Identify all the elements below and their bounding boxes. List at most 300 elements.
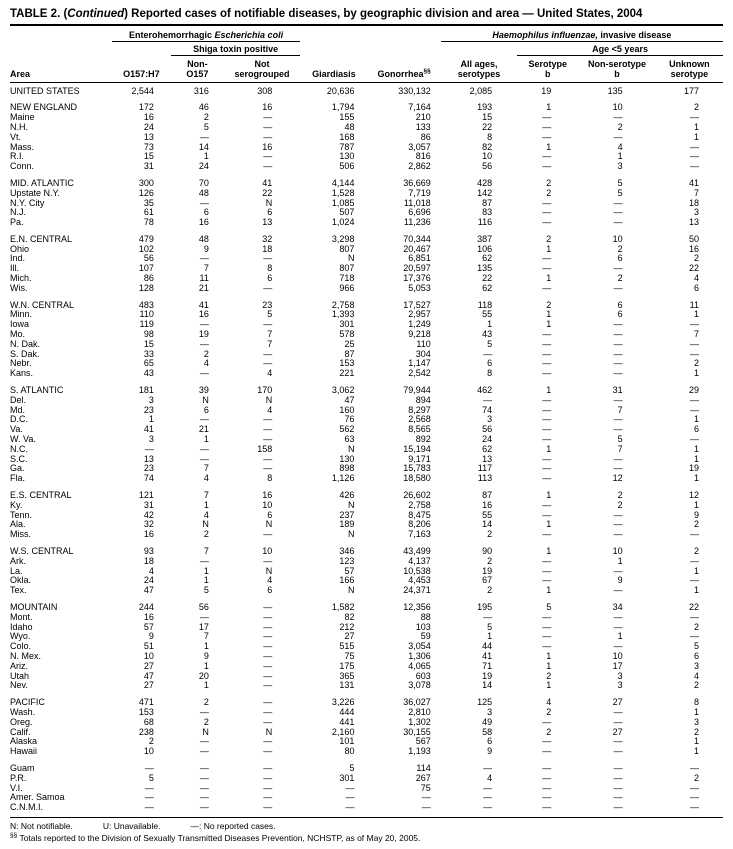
table-cell: N	[265, 566, 273, 576]
table-cell: 3	[617, 162, 623, 172]
table-cell: —	[613, 773, 623, 783]
table-cell: 13	[262, 218, 273, 228]
table-cell: 3	[487, 415, 493, 425]
table-cell: 4	[203, 474, 209, 484]
table-cell: 3,226	[331, 697, 355, 708]
table-cell: 346	[339, 546, 355, 556]
table-cell: 2,810	[408, 707, 431, 717]
table-cell: —	[345, 803, 355, 813]
row-area-label: Minn.	[10, 310, 33, 320]
table-cell: 107	[138, 264, 154, 274]
table-cell: 75	[344, 651, 355, 661]
table-row	[10, 294, 723, 311]
table-cell: 4	[267, 576, 273, 586]
table-cell: 7,719	[408, 188, 431, 198]
table-cell: 426	[339, 490, 355, 501]
table-cell: —	[421, 803, 431, 813]
table-cell: 6	[693, 283, 699, 293]
table-cell: —	[690, 632, 699, 642]
table-cell: 1	[693, 454, 699, 464]
table-cell: —	[542, 435, 552, 445]
ehec-prefix: Enterohemorrhagic	[129, 30, 215, 41]
table-cell: —	[263, 681, 273, 691]
table-cell: 387	[477, 233, 493, 244]
table-cell: 102	[138, 244, 154, 254]
table-cell: —	[263, 762, 273, 773]
table-cell: 61	[143, 208, 154, 218]
row-area-label: Okla.	[10, 576, 32, 586]
table-row	[10, 284, 723, 294]
table-cell: 36,027	[403, 697, 431, 708]
table-cell: 1	[487, 632, 493, 642]
table-cell: 93	[143, 546, 154, 556]
table-cell: 4,144	[331, 177, 355, 188]
column-header-all-ages-serotypes: All ages, serotypes	[441, 56, 517, 82]
table-cell: 3	[617, 671, 623, 681]
row-area-label: V.I.	[10, 783, 23, 793]
table-header	[10, 27, 723, 82]
table-row	[10, 379, 723, 396]
title-continued: Continued	[67, 8, 125, 20]
table-cell: —	[199, 339, 209, 349]
table-cell: —	[263, 793, 273, 803]
table-cell: —	[542, 454, 552, 464]
row-area-label: S. ATLANTIC	[10, 385, 64, 396]
row-area-label: Iowa	[10, 320, 30, 330]
table-cell: —	[613, 747, 623, 757]
table-cell: 1	[617, 632, 623, 642]
table-row	[10, 350, 723, 360]
table-cell: 6	[267, 510, 273, 520]
table-cell: —	[690, 762, 699, 773]
table-cell: 168	[339, 132, 355, 142]
table-cell: 47	[143, 671, 154, 681]
table-cell: —	[263, 803, 273, 813]
table-cell: —	[263, 707, 273, 717]
table-cell: 718	[339, 274, 355, 284]
table-cell: —	[613, 510, 623, 520]
row-area-label: Calif.	[10, 727, 31, 737]
table-cell: 267	[415, 773, 431, 783]
table-cell: 9	[203, 244, 209, 254]
table-cell: 578	[339, 330, 355, 340]
table-row	[10, 123, 723, 133]
table-cell: 221	[339, 369, 355, 379]
table-cell: 8	[693, 697, 699, 708]
table-cell: 1	[693, 444, 699, 454]
table-cell: 6	[693, 425, 699, 435]
table-row	[10, 484, 723, 501]
table-cell: 65	[143, 359, 154, 369]
table-cell: 483	[138, 299, 154, 310]
table-cell: 58	[482, 727, 493, 737]
table-cell: —	[199, 707, 209, 717]
table-cell: 4	[546, 697, 552, 708]
table-cell: 5,053	[408, 283, 431, 293]
table-cell: 2	[203, 349, 209, 359]
table-cell: 47	[143, 586, 154, 596]
table-cell: —	[613, 132, 623, 142]
table-cell: 133	[415, 122, 431, 132]
table-cell: —	[144, 803, 154, 813]
row-area-label: La.	[10, 566, 23, 576]
row-area-label: MID. ATLANTIC	[10, 177, 74, 188]
table-title	[10, 5, 723, 24]
table-cell: 2	[693, 102, 699, 113]
table-cell: 48	[198, 188, 209, 198]
table-cell: 7	[693, 188, 699, 198]
table-row	[10, 757, 723, 774]
row-area-label: W. Va.	[10, 435, 36, 445]
table-cell: 2	[203, 530, 209, 540]
row-area-label: UNITED STATES	[10, 85, 80, 96]
table-cell: 2	[693, 681, 699, 691]
table-cell: —	[542, 793, 552, 803]
table-cell: 3,057	[408, 142, 431, 152]
table-cell: 6	[267, 274, 273, 284]
table-cell: —	[613, 803, 623, 813]
table-row	[10, 425, 723, 435]
table-cell: 2,544	[131, 85, 154, 96]
table-cell: —	[613, 762, 623, 773]
table-row	[10, 245, 723, 255]
table-cell: 10	[612, 651, 623, 661]
table-cell: 125	[477, 697, 493, 708]
table-cell: 86	[420, 132, 431, 142]
table-cell: 80	[344, 747, 355, 757]
table-cell: —	[613, 717, 623, 727]
table-cell: 301	[339, 773, 355, 783]
table-cell: N	[265, 520, 273, 530]
table-cell: —	[263, 651, 273, 661]
table-cell: —	[345, 783, 355, 793]
table-row	[10, 445, 723, 455]
table-cell: —	[542, 415, 552, 425]
table-cell: 24	[198, 162, 209, 172]
table-cell: —	[199, 132, 209, 142]
table-cell: 2	[546, 707, 552, 717]
table-cell: 175	[339, 661, 355, 671]
table-cell: 21	[198, 283, 209, 293]
table-cell: 3	[693, 208, 699, 218]
table-cell: 2	[693, 727, 699, 737]
table-cell: —	[542, 622, 552, 632]
table-cell: 177	[683, 85, 699, 96]
table-cell: 126	[138, 188, 154, 198]
table-cell: N	[202, 520, 209, 530]
table-cell: 158	[257, 444, 273, 454]
table-cell: 9,218	[408, 330, 431, 340]
table-cell: 1	[546, 444, 552, 454]
row-area-label: Ind.	[10, 254, 26, 264]
table-cell: 2	[487, 586, 493, 596]
table-cell: —	[542, 395, 552, 405]
table-cell: —	[542, 339, 552, 349]
table-cell: 170	[257, 385, 273, 396]
table-cell: 2	[487, 556, 493, 566]
table-cell: 116	[477, 218, 493, 228]
group-header-ehec	[112, 27, 300, 42]
table-cell: 2,758	[408, 500, 431, 510]
subgroup-header-age-under-5: Age <5 years	[517, 42, 723, 56]
table-cell: —	[263, 415, 273, 425]
table-cell: 29	[688, 385, 699, 396]
table-cell: 1,085	[331, 198, 355, 208]
table-row	[10, 728, 723, 738]
table-cell: 1	[617, 152, 623, 162]
table-cell: 41	[262, 177, 273, 188]
table-cell: 898	[339, 464, 355, 474]
table-cell: 63	[344, 435, 355, 445]
table-cell: 22	[688, 601, 699, 612]
table-cell: 4	[693, 274, 699, 284]
table-cell: 30,155	[403, 727, 431, 737]
table-cell: 55	[482, 510, 493, 520]
table-cell: 1	[546, 546, 552, 556]
table-row	[10, 596, 723, 613]
row-area-label: Ariz.	[10, 661, 28, 671]
table-cell: 17,527	[403, 299, 431, 310]
row-area-label: N.C.	[10, 444, 28, 454]
table-cell: —	[542, 369, 552, 379]
table-cell: 62	[482, 444, 493, 454]
table-row	[10, 652, 723, 662]
table-cell: —	[263, 697, 273, 708]
table-row	[10, 435, 723, 445]
table-cell: 118	[477, 299, 493, 310]
table-cell: 7,163	[408, 530, 431, 540]
table-cell: —	[690, 349, 699, 359]
table-row	[10, 557, 723, 567]
table-cell: 1	[546, 586, 552, 596]
title-prefix: TABLE 2. (	[10, 8, 68, 20]
row-area-label: Ky.	[10, 500, 23, 510]
table-cell: 1	[693, 566, 699, 576]
row-area-label: N. Mex.	[10, 651, 42, 661]
table-cell: 304	[415, 349, 431, 359]
table-cell: 110	[416, 339, 431, 349]
table-row	[10, 455, 723, 465]
table-cell: 16	[262, 102, 273, 113]
table-cell: 1	[693, 586, 699, 596]
table-cell: 1	[546, 142, 552, 152]
table-cell: 56	[482, 162, 493, 172]
table-cell: 1,302	[408, 717, 431, 727]
row-area-label: Utah	[10, 671, 30, 681]
table-cell: —	[613, 359, 623, 369]
table-cell: 1	[546, 274, 552, 284]
table-cell: 16	[198, 218, 209, 228]
footnote-key-u: U: Unavailable.	[102, 820, 161, 831]
table-cell: —	[483, 395, 493, 405]
table-cell: —	[542, 642, 552, 652]
row-area-label: Va.	[10, 425, 23, 435]
table-cell: 82	[344, 612, 355, 622]
table-cell: —	[263, 612, 273, 622]
table-cell: 2	[693, 359, 699, 369]
table-row	[10, 567, 723, 577]
table-cell: —	[199, 320, 209, 330]
footnote-key-dash: —: No reported cases.	[190, 820, 276, 831]
table-cell: 3	[617, 681, 623, 691]
table-cell: 17	[198, 622, 209, 632]
row-area-label: C.N.M.I.	[10, 803, 43, 813]
row-area-label: Tex.	[10, 586, 27, 596]
hinf-italic: Haemophilus influenzae,	[492, 30, 598, 41]
table-cell: —	[144, 783, 154, 793]
table-cell: 78	[143, 218, 154, 228]
table-cell: 2	[617, 274, 623, 284]
table-cell: —	[199, 415, 209, 425]
table-cell: —	[690, 320, 699, 330]
table-cell: 41	[198, 299, 209, 310]
table-row	[10, 133, 723, 143]
table-cell: 3	[693, 717, 699, 727]
table-cell: 123	[339, 556, 355, 566]
table-cell: 87	[344, 349, 355, 359]
table-cell: —	[263, 349, 273, 359]
table-cell: 39	[198, 385, 209, 396]
table-cell: —	[345, 793, 355, 803]
table-cell: 10	[612, 233, 623, 244]
table-cell: —	[613, 330, 623, 340]
table-cell: 11	[199, 274, 209, 284]
table-row	[10, 359, 723, 369]
table-cell: 2,542	[408, 369, 431, 379]
table-cell: 98	[143, 330, 154, 340]
table-row	[10, 406, 723, 416]
table-cell: —	[542, 122, 552, 132]
table-cell: 212	[339, 622, 355, 632]
table-cell: 1	[203, 576, 209, 586]
table-cell: —	[613, 395, 623, 405]
table-cell: 74	[482, 405, 493, 415]
footnote-legend	[10, 820, 723, 832]
row-area-label: N.Y. City	[10, 198, 45, 208]
table-cell: 1	[693, 747, 699, 757]
table-cell: 13	[688, 218, 699, 228]
table-row	[10, 784, 723, 794]
table-cell: 5	[203, 122, 209, 132]
row-area-label: D.C.	[10, 415, 28, 425]
row-area-label: Maine	[10, 113, 35, 123]
table-row	[10, 208, 723, 218]
table-cell: 67	[482, 576, 493, 586]
table-row	[10, 189, 723, 199]
table-cell: 479	[138, 233, 154, 244]
table-cell: 57	[344, 566, 355, 576]
row-area-label: E.S. CENTRAL	[10, 490, 72, 501]
row-area-label: W.S. CENTRAL	[10, 546, 74, 556]
table-cell: —	[613, 320, 623, 330]
table-cell: —	[263, 773, 273, 783]
table-cell: 603	[415, 671, 431, 681]
table-row	[10, 691, 723, 708]
table-cell: 9	[693, 510, 699, 520]
table-cell: 3	[148, 435, 154, 445]
table-cell: 9	[487, 747, 493, 757]
table-cell: —	[199, 454, 209, 464]
table-cell: 7	[203, 632, 209, 642]
table-row	[10, 662, 723, 672]
spacer-cell	[441, 42, 517, 56]
table-cell: —	[613, 520, 623, 530]
table-cell: 31	[143, 500, 154, 510]
table-row	[10, 199, 723, 209]
row-area-label: N. Dak.	[10, 339, 41, 349]
table-cell: 2,957	[408, 310, 431, 320]
table-cell: 10	[262, 500, 273, 510]
table-cell: 130	[339, 152, 355, 162]
table-cell: —	[263, 359, 273, 369]
table-cell: —	[483, 612, 493, 622]
table-cell: 20	[198, 671, 209, 681]
table-cell: —	[613, 198, 623, 208]
table-cell: —	[263, 162, 273, 172]
table-cell: 10	[143, 651, 154, 661]
table-cell: 43	[143, 369, 154, 379]
table-cell: —	[263, 642, 273, 652]
table-cell: 316	[193, 85, 209, 96]
table-cell: 2,568	[408, 415, 431, 425]
table-cell: 787	[339, 142, 355, 152]
table-cell: 10	[612, 102, 623, 113]
row-area-label: Colo.	[10, 642, 32, 652]
table-cell: 75	[420, 783, 431, 793]
table-cell: 1,249	[408, 320, 431, 330]
table-row	[10, 623, 723, 633]
table-cell: 19	[482, 566, 493, 576]
table-cell: 128	[138, 283, 154, 293]
table-row	[10, 511, 723, 521]
table-cell: 6	[203, 208, 209, 218]
table-cell: —	[542, 612, 552, 622]
table-cell: —	[613, 218, 623, 228]
table-cell: 35	[143, 198, 154, 208]
table-cell: 807	[339, 264, 355, 274]
table-row	[10, 586, 723, 596]
table-cell: 1	[203, 681, 209, 691]
table-cell: 807	[339, 244, 355, 254]
table-cell: —	[199, 783, 209, 793]
table-cell: —	[690, 435, 699, 445]
table-cell: 5	[267, 310, 273, 320]
table-cell: 119	[139, 320, 154, 330]
table-cell: 23	[143, 405, 154, 415]
table-cell: 16	[262, 490, 273, 501]
row-area-label: Ill.	[10, 264, 19, 274]
table-cell: 13	[143, 454, 154, 464]
table-cell: 428	[477, 177, 493, 188]
column-header-serotype-b: Serotype b	[517, 56, 578, 82]
table-cell: 1	[203, 500, 209, 510]
table-row	[10, 228, 723, 245]
table-cell: 103	[415, 622, 431, 632]
table-cell: 4	[487, 773, 493, 783]
table-cell: 1	[203, 642, 209, 652]
row-area-label: Mass.	[10, 142, 35, 152]
table-cell: 2	[693, 546, 699, 556]
table-cell: 160	[339, 405, 355, 415]
table-cell: 47	[344, 395, 355, 405]
table-cell: 5	[148, 773, 154, 783]
table-cell: —	[542, 162, 552, 172]
table-cell: —	[199, 773, 209, 783]
table-cell: 19	[541, 85, 552, 96]
table-cell: —	[542, 737, 552, 747]
row-area-label: Miss.	[10, 530, 31, 540]
table-cell: 18	[688, 198, 699, 208]
